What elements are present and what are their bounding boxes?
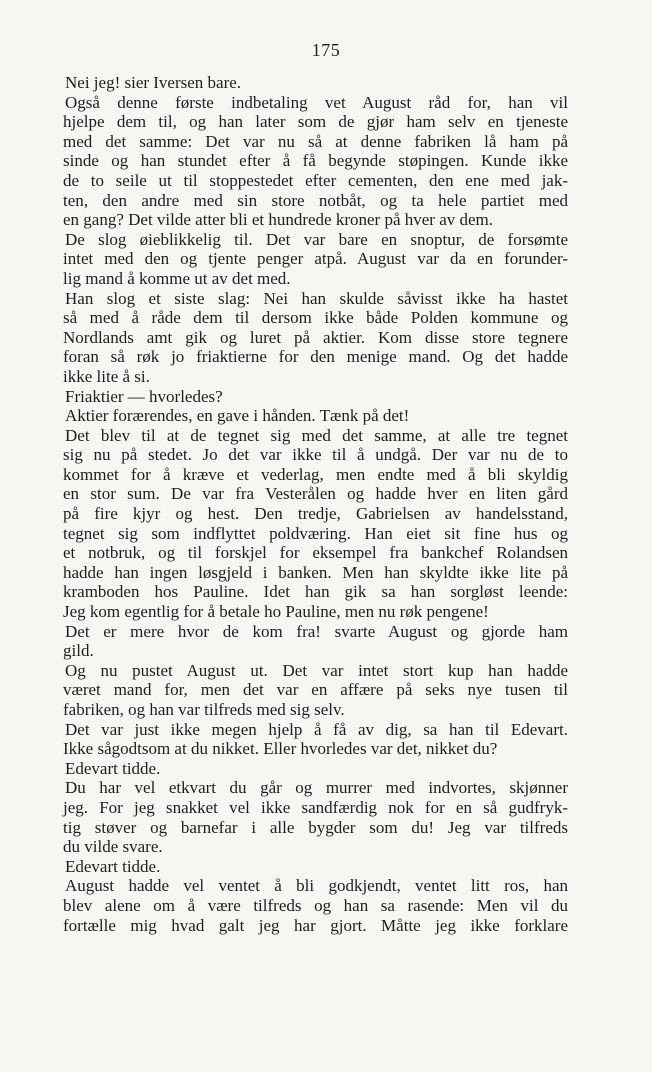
text-line: De slog øieblikkelig til. Det var bare en snoptur, de forsømte [65, 229, 568, 249]
text-line: kramboden hos Pauline. Idet han gik sa han sorgløst leende: [63, 582, 568, 602]
text-line: du vilde svare. [63, 837, 163, 857]
text-line: fortælle mig hvad galt jeg har gjort. Måtte jeg ikke forklare [63, 915, 568, 935]
text-line: hjelpe dem til, og han later som de gjør ham selv en tjeneste [63, 112, 568, 132]
text-line: Du har vel etkvart du går og murrer med indvortes, skjønner [65, 778, 568, 798]
text-line: Han slog et siste slag: Nei han skulde såvisst ikke ha hastet [65, 288, 568, 308]
text-line: tegnet sig som indflyttet poldværing. Han eiet sit fine hus og [63, 523, 568, 543]
text-line: August hadde vel ventet å bli godkjendt, ventet litt ros, han [65, 876, 568, 896]
text-line: et notbruk, og til forskjel for eksempel fra bankchef Rolandsen [63, 543, 568, 563]
text-line: hadde han ingen løsgjeld i banken. Men han skyldte ikke lite på [63, 562, 568, 582]
text-line: ten, den andre med sin store notbåt, og ta hele partiet med [63, 190, 568, 210]
text-line: en gang? Det vilde atter bli et hundrede kroner på hver av dem. [63, 210, 494, 230]
body-text [63, 73, 568, 935]
text-line: sinde og han stundet efter å få begynde støpingen. Kunde ikke [63, 151, 568, 171]
text-line: Edevart tidde. [65, 758, 161, 778]
text-line: sig nu på stedet. Jo det var ikke til å undgå. Der var nu de to [63, 445, 568, 465]
text-line: Jeg kom egentlig for å betale ho Pauline, men nu røk pengene! [63, 602, 489, 622]
text-line: Nordlands amt gik og luret på aktier. Kom disse store tegnere [63, 327, 568, 347]
text-line: på fire kjyr og hest. Den tredje, Gabrielsen av handelsstand, [63, 504, 568, 524]
text-line: blev alene om å være tilfreds og han sa rasende: Men vil du [63, 895, 568, 915]
text-line: Edevart tidde. [65, 856, 161, 876]
text-line: Aktier forærendes, en gave i hånden. Tænk på det! [65, 406, 410, 426]
text-line: været mand for, men det var en affære på seks nye tusen til [63, 680, 568, 700]
text-line: jeg. For jeg snakket vel ikke sandfærdig nok for en så gudfryk- [63, 797, 568, 817]
text-line: Nei jeg! sier Iversen bare. [65, 73, 242, 92]
text-line: Det blev til at de tegnet sig med det samme, at alle tre tegnet [65, 425, 568, 445]
text-line: de to seile ut til stoppestedet efter cementen, den ene med jak- [63, 170, 568, 190]
text-line: Og nu pustet August ut. Det var intet stort kup han hadde [65, 660, 568, 680]
text-line: Ikke sågodtsom at du nikket. Eller hvorledes var det, nikket du? [63, 739, 498, 759]
text-line: Det var just ikke megen hjelp å få av dig, sa han til Edevart. [65, 719, 568, 739]
text-line: tig støver og barnefar i alle bygder som du! Jeg var tilfreds [63, 817, 568, 837]
text-line: med det samme: Det var nu så at denne fabriken lå ham på [63, 131, 568, 151]
text-line: intet med den og tjente penger atpå. August var da en forunder- [63, 249, 568, 269]
text-line: Friaktier — hvorledes? [65, 386, 223, 406]
text-line: så med å råde dem til dersom ikke både Polden kommune og [63, 308, 568, 328]
text-line: en stor sum. De var fra Vesterålen og hadde hver en liten gård [63, 484, 568, 504]
text-line: Også denne første indbetaling vet August råd for, han vil [65, 92, 568, 112]
text-line: ikke lite å si. [63, 366, 150, 386]
text-line: gild. [63, 641, 94, 661]
text-line: lig mand å komme ut av det med. [63, 268, 291, 288]
text-line: foran så røk jo friaktierne for den menige mand. Og det hadde [63, 347, 568, 367]
text-line: Det er mere hvor de kom fra! svarte August og gjorde ham [65, 621, 568, 641]
text-line: fabriken, og han var tilfreds med sig selv. [63, 700, 345, 719]
page-number: 175 [311, 40, 341, 60]
text-line: kommet for å kræve et vederlag, men endte med å bli skyldig [63, 464, 568, 484]
